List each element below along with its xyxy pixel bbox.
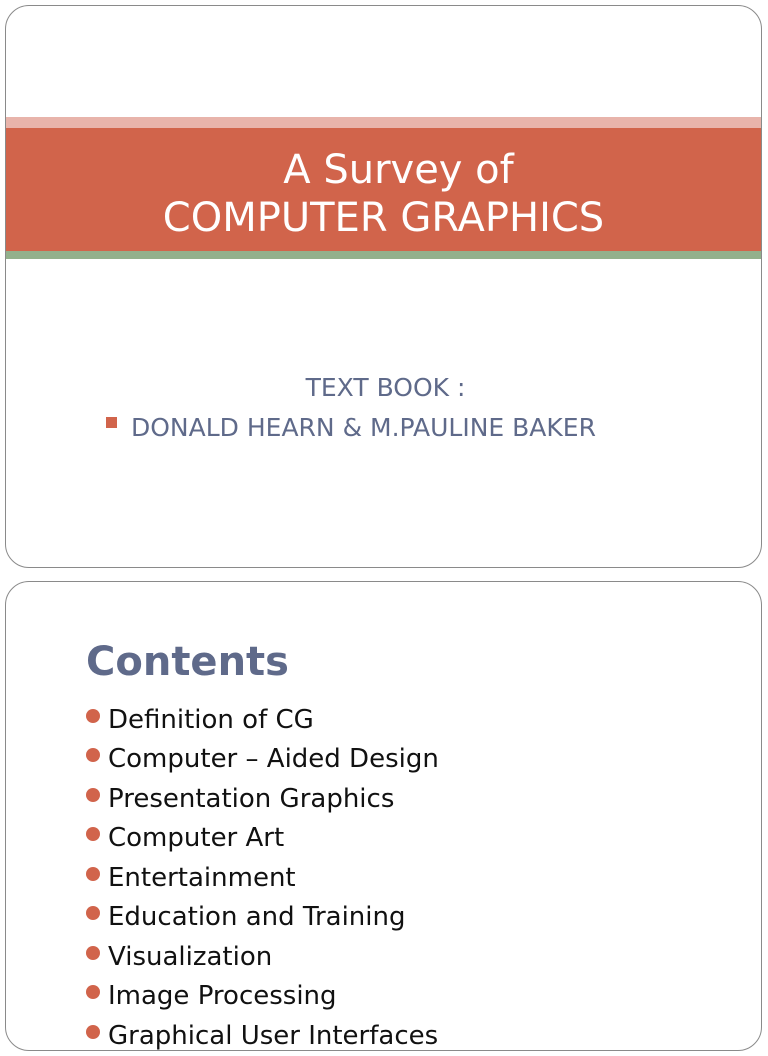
list-item-label: Education and Training (108, 902, 406, 933)
contents-list (86, 700, 439, 1056)
list-item (86, 779, 439, 819)
list-item-label: Presentation Graphics (108, 783, 395, 814)
subtitle-block (6, 368, 761, 442)
textbook-label: TEXT BOOK : (305, 373, 466, 402)
slide-title-line-2: COMPUTER GRAPHICS (162, 195, 605, 241)
list-item (86, 700, 439, 740)
bullet-icon (86, 906, 100, 920)
contents-slide (5, 581, 762, 1051)
title-band-bottom-stripe (6, 251, 761, 259)
bullet-icon (86, 709, 100, 723)
bullet-icon (86, 985, 100, 999)
bullet-icon (86, 827, 100, 841)
list-item-label: Visualization (108, 941, 273, 972)
contents-heading: Contents (86, 639, 289, 685)
title-slide (5, 5, 762, 568)
list-item-label: Image Processing (108, 981, 337, 1012)
author-row (106, 408, 596, 448)
list-item-label: Computer Art (108, 823, 285, 854)
bullet-icon (86, 748, 100, 762)
list-item-label: Definition of CG (108, 704, 314, 735)
square-bullet-icon (106, 417, 117, 428)
list-item-label: Graphical User Interfaces (108, 1020, 439, 1051)
bullet-icon (86, 946, 100, 960)
list-item (86, 858, 439, 898)
list-item-label: Computer – Aided Design (108, 744, 439, 775)
bullet-icon (86, 788, 100, 802)
author-name: DONALD HEARN & M.PAULINE BAKER (131, 413, 596, 442)
slide-title (6, 146, 761, 242)
list-item (86, 977, 439, 1017)
bullet-icon (86, 867, 100, 881)
list-item (86, 740, 439, 780)
bullet-icon (86, 1025, 100, 1039)
list-item (86, 937, 439, 977)
list-item (86, 1016, 439, 1056)
list-item (86, 819, 439, 859)
slide-title-line-1: A Survey of (283, 147, 514, 193)
list-item (86, 898, 439, 938)
list-item-label: Entertainment (108, 862, 296, 893)
title-band-top-stripe (6, 117, 761, 128)
